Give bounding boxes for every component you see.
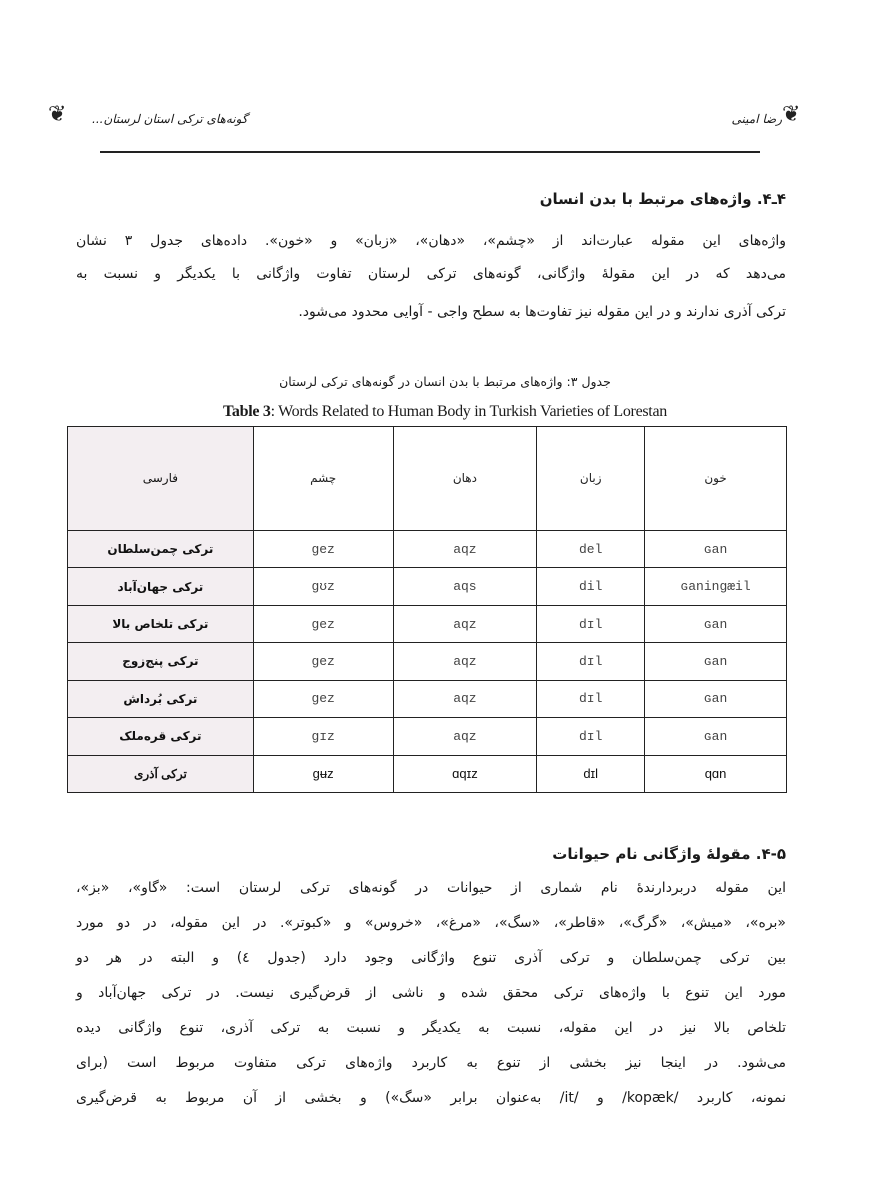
paragraph-line: می‌شود. در اینجا نیز بخشی از تنوع به کاربرد واژه‌های ترکی متفاوت مربوط است (برای <box>76 1055 786 1071</box>
paragraph-line: مورد این تنوع با واژه‌های ترکی محقق شده و ناشی از قرض‌گیری نیست. در ترکی جهان‌آباد و <box>76 985 786 1001</box>
table-row <box>68 605 787 642</box>
word-cell: gez <box>253 680 393 717</box>
word-cell: aqz <box>393 605 537 642</box>
header-rule <box>100 151 760 153</box>
word-cell: aqz <box>393 643 537 680</box>
word-cell: gɪz <box>253 718 393 755</box>
word-cell: dɪl <box>537 755 645 793</box>
word-cell: ɑqɪz <box>393 755 537 793</box>
header-cell: زبان <box>537 427 645 531</box>
word-cell: del <box>537 530 645 567</box>
variety-cell: ترکی جهان‌آباد <box>68 568 254 605</box>
variety-cell: ترکی آذری <box>68 755 254 793</box>
word-cell: gez <box>253 605 393 642</box>
word-cell: dɪl <box>537 643 645 680</box>
paragraph-line: می‌دهد که در این مقولهٔ واژگانی، گونه‌های ترکی لرستان تفاوت واژگانی با یکدیگر و نسبت به <box>76 266 786 282</box>
table-row <box>68 643 787 680</box>
table-row <box>68 530 787 567</box>
variety-cell: ترکی بُرداش <box>68 680 254 717</box>
paragraph-line: ترکی آذری ندارند و در این مقوله نیز تفاوت‌ها به سطح واجی - آوایی محدود می‌شود. <box>298 304 786 320</box>
variety-cell: ترکی پنج‌زوج <box>68 643 254 680</box>
word-cell: ɢan <box>645 530 787 567</box>
left-ornament-icon: ❦ <box>48 102 67 127</box>
running-author: رضا امینی <box>731 112 782 126</box>
table-caption-text: : Words Related to Human Body in Turkish Varieties of Lorestan <box>270 403 667 420</box>
word-cell: ɢaningæil <box>645 568 787 605</box>
word-cell: ɢan <box>645 605 787 642</box>
paragraph-line: واژه‌های این مقوله عبارت‌اند از «چشم»، «دهان»، «زبان» و «خون». داده‌های جدول ۳ نشان <box>76 233 786 249</box>
word-cell: dil <box>537 568 645 605</box>
word-cell: dɪl <box>537 605 645 642</box>
word-cell: gez <box>253 643 393 680</box>
header-cell: فارسی <box>68 427 254 531</box>
word-cell: dɪl <box>537 680 645 717</box>
paragraph-line: بین ترکی چمن‌سلطان و ترکی آذری تنوع واژگانی وجود دارد (جدول ٤) و البته در هر دو <box>76 950 786 966</box>
word-cell: gʊz <box>253 568 393 605</box>
table-row <box>68 568 787 605</box>
table-row <box>68 755 787 793</box>
paragraph-line: این مقوله دربردارندهٔ نام شماری از حیوانات در گونه‌های ترکی لرستان است: «گاو»، «بز»، <box>76 880 786 896</box>
header-cell: چشم <box>253 427 393 531</box>
section-heading-4-4: ۴ـ۴. واژه‌های مرتبط با بدن انسان <box>539 190 786 208</box>
variety-cell: ترکی چمن‌سلطان <box>68 530 254 567</box>
table-caption-fa: جدول ۳: واژه‌های مرتبط با بدن انسان در گونه‌های ترکی لرستان <box>279 374 611 389</box>
word-cell: ɢan <box>645 643 787 680</box>
variety-cell: ترکی قره‌ملک <box>68 718 254 755</box>
words-table <box>67 426 787 793</box>
section-heading-4-5: ۴-۵. مقولهٔ واژگانی نام حیوانات <box>552 845 786 863</box>
word-cell: ɢan <box>645 680 787 717</box>
table-caption-en <box>0 403 890 421</box>
paragraph-line: «بره»، «میش»، «گرگ»، «قاطر»، «سگ»، «مرغ»، «خروس» و «کبوتر». در این مقوله، در دو مورد <box>76 915 786 931</box>
word-cell: aqs <box>393 568 537 605</box>
variety-cell: ترکی تلخاص بالا <box>68 605 254 642</box>
running-title: گونه‌های ترکی استان لرستان... <box>92 112 248 126</box>
word-cell: ɢan <box>645 718 787 755</box>
word-cell: qɑn <box>645 755 787 793</box>
table-row <box>68 718 787 755</box>
word-cell: aqz <box>393 530 537 567</box>
word-cell: dɪl <box>537 718 645 755</box>
word-cell: aqz <box>393 680 537 717</box>
table-caption-label: Table 3 <box>223 403 271 420</box>
header-cell: خون <box>645 427 787 531</box>
paragraph-line: تلخاص بالا نیز در این مقوله، نسبت به یکدیگر و نسبت به ترکی آذری، تنوع واژگانی دیده <box>76 1020 786 1036</box>
word-cell: gʉz <box>253 755 393 793</box>
word-cell: gez <box>253 530 393 567</box>
right-ornament-icon: ❦ <box>782 102 801 127</box>
table-header-row <box>68 427 787 531</box>
word-cell: aqz <box>393 718 537 755</box>
header-cell: دهان <box>393 427 537 531</box>
paragraph-line: نمونه، کاربرد /kopæk/ و /it/ به‌عنوان برابر «سگ») و بخشی از آن مربوط به قرض‌گیری <box>76 1090 786 1106</box>
table-row <box>68 680 787 717</box>
